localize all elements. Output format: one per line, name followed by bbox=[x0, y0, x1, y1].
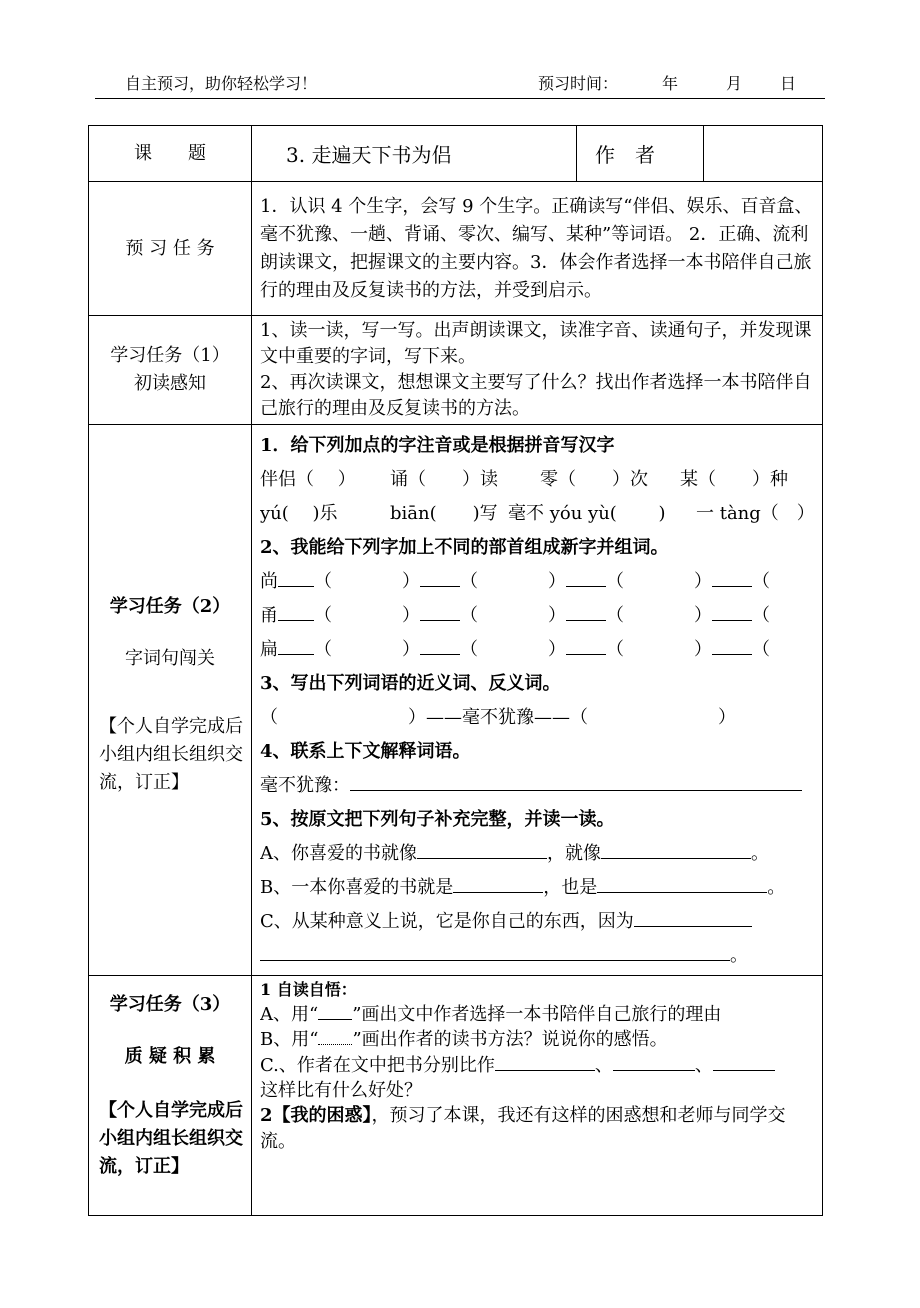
q2-blank[interactable] bbox=[712, 636, 752, 655]
q3-right-paren: ） bbox=[718, 707, 736, 728]
t3-c-sep: 、 bbox=[594, 1055, 613, 1076]
task2-subtitle: 字词句闯关 bbox=[125, 648, 215, 669]
t3-confusion bbox=[260, 1103, 816, 1155]
q4-blank[interactable] bbox=[350, 772, 802, 791]
q3-title: 3、写出下列词语的近义词、反义词。 bbox=[260, 673, 561, 694]
q2-blank[interactable] bbox=[712, 568, 752, 587]
q4-label: 毫不犹豫： bbox=[260, 775, 350, 796]
task2-label bbox=[89, 425, 252, 976]
task1-text1: 1、读一读，写一写。出声朗读课文，读准字音、读通句子，并发现课文中重要的字词，写下来。 bbox=[260, 320, 812, 367]
day-label: 日 bbox=[780, 74, 797, 93]
task1-row bbox=[89, 316, 823, 425]
t3-c2: 这样比有什么好处？ bbox=[260, 1080, 422, 1101]
t3-b-rest: ”画出作者的读书方法？说说你的感悟。 bbox=[352, 1029, 668, 1050]
q5-b-blank2[interactable] bbox=[597, 874, 767, 893]
q2-char: 扁 bbox=[260, 639, 278, 660]
q2-row-bian: 扁 （ ） （ ） （ ） （ bbox=[260, 633, 816, 667]
t3-b bbox=[260, 1027, 816, 1052]
t3-a-text: A、用“ bbox=[260, 1004, 319, 1025]
task2-row bbox=[89, 425, 823, 976]
task1-subtitle: 初读感知 bbox=[134, 373, 206, 394]
t3-a bbox=[260, 1002, 816, 1027]
task3-row bbox=[89, 976, 823, 1216]
t3-confusion-text: ，预习了本课，我还有这样的困惑想和老师与同学交流。 bbox=[260, 1105, 786, 1152]
year-label: 年 bbox=[662, 74, 679, 93]
t3-c-blank1[interactable] bbox=[495, 1052, 595, 1071]
q5-b-text2: ，也是 bbox=[543, 877, 598, 898]
task2-note: 【个人自学完成后小组内组长组织交流，订正】 bbox=[99, 716, 243, 793]
q1-item-songdu[interactable]: 诵（ ）读 bbox=[390, 469, 498, 490]
q2-blank[interactable] bbox=[712, 602, 752, 621]
t3-c-blank2[interactable] bbox=[613, 1052, 695, 1071]
q1-row2 bbox=[260, 497, 816, 531]
title-row bbox=[89, 126, 823, 182]
q5-b-blank1[interactable] bbox=[453, 874, 543, 893]
task1-text2: 2、再次读课文，想想课文主要写了什么？找出作者选择一本书陪伴自己旅行的理由及反复读书的方法。 bbox=[260, 372, 812, 419]
q3-left-paren: （ bbox=[260, 707, 278, 728]
task3-content bbox=[252, 976, 823, 1216]
task3-title: 学习任务（3） bbox=[109, 993, 231, 1015]
author-label: 作 者 bbox=[577, 126, 704, 182]
task2-content bbox=[252, 425, 823, 976]
preview-sheet-table bbox=[88, 125, 823, 1216]
q5-c bbox=[260, 905, 816, 939]
t3-c-sep: 、 bbox=[694, 1055, 713, 1076]
t3-c-blank3[interactable] bbox=[713, 1052, 775, 1071]
header-rule bbox=[95, 98, 825, 99]
t3-c bbox=[260, 1052, 816, 1078]
t3-b-text: B、用“ bbox=[260, 1029, 319, 1050]
preview-task-text: 1．认识 4 个生字，会写 9 个生字。正确读写“伴侣、娱乐、百音盒、毫不犹豫、一趟、背诵、零次、编写、某种”等词语。 2．正确、流利朗读课文，把握课文的主要内容。3．体会作者选择一本书陪伴自己旅行的理由及反复读书的方法，并受到启示。 bbox=[252, 182, 823, 316]
preview-time-label: 预习时间： bbox=[538, 74, 619, 93]
task3-note: 【个人自学完成后小组内组长组织交流，订正】 bbox=[99, 1099, 243, 1177]
q2-row-yong: 甬 （ ） （ ） （ ） （ bbox=[260, 599, 816, 633]
q3-middle: ）——毫不犹豫——（ bbox=[408, 707, 588, 728]
task1-content bbox=[252, 316, 823, 425]
q5-a-end: 。 bbox=[751, 843, 769, 864]
q1-item-youyu[interactable]: 毫不 yóu yù( ) bbox=[508, 503, 666, 524]
q1-item-mouzhong[interactable]: 某（ ）种 bbox=[680, 469, 788, 490]
month-label: 月 bbox=[726, 74, 743, 93]
t3-b-wavy-line-sample bbox=[318, 1030, 352, 1045]
q1-item-bianxie[interactable]: biān( )写 bbox=[390, 503, 498, 524]
task3-label bbox=[89, 976, 252, 1216]
q2-blank[interactable] bbox=[278, 602, 314, 621]
q5-c-blank1[interactable] bbox=[634, 908, 752, 927]
task3-subtitle: 质 疑 积 累 bbox=[124, 1045, 216, 1067]
q4-row bbox=[260, 769, 816, 803]
author-value[interactable] bbox=[704, 126, 823, 182]
q2-blank[interactable] bbox=[566, 568, 606, 587]
header-slogan: 自主预习，助你轻松学习！ bbox=[125, 74, 318, 93]
title-label: 课 题 bbox=[89, 126, 252, 182]
t3-a-rest: ”画出文中作者选择一本书陪伴自己旅行的理由 bbox=[352, 1004, 722, 1025]
q2-row-shang: 尚 （ ） （ ） （ ） （ bbox=[260, 565, 816, 599]
q5-c-end: 。 bbox=[730, 945, 748, 966]
t3-c-text: C.、作者在文中把书分别比作 bbox=[260, 1055, 495, 1076]
q5-b-text: B、一本你喜爱的书就是 bbox=[260, 877, 454, 898]
q5-a-blank2[interactable] bbox=[601, 840, 751, 859]
q5-c-cont bbox=[260, 939, 816, 973]
q5-a-text: A、你喜爱的书就像 bbox=[260, 843, 417, 864]
q2-char: 尚 bbox=[260, 571, 278, 592]
q1-item-lingci[interactable]: 零（ ）次 bbox=[540, 469, 648, 490]
q5-b bbox=[260, 871, 816, 905]
q2-blank[interactable] bbox=[566, 636, 606, 655]
q2-char: 甬 bbox=[260, 605, 278, 626]
task1-title: 学习任务（1） bbox=[110, 345, 230, 366]
q2-blank[interactable] bbox=[566, 602, 606, 621]
preview-task-row bbox=[89, 182, 823, 316]
t3-heading2-num: 2 bbox=[260, 1105, 273, 1126]
q3-row bbox=[260, 701, 816, 735]
q5-b-end: 。 bbox=[767, 877, 786, 898]
q2-blank[interactable] bbox=[278, 568, 314, 587]
q5-c-text: C、从某种意义上说，它是你自己的东西，因为 bbox=[260, 911, 634, 932]
q5-c-blank2[interactable] bbox=[260, 942, 730, 961]
q1-item-yitang[interactable]: 一 tàng（ ） bbox=[696, 503, 815, 524]
t3-heading2: 【我的困惑】 bbox=[272, 1105, 372, 1126]
q1-row1 bbox=[260, 463, 816, 497]
q1-item-banlv[interactable]: 伴侣（ ） bbox=[260, 469, 356, 490]
q2-blank[interactable] bbox=[278, 636, 314, 655]
q5-title: 5、按原文把下列句子补充完整，并读一读。 bbox=[260, 809, 615, 830]
q1-title: 1．给下列加点的字注音或是根据拼音写汉字 bbox=[260, 435, 615, 456]
q5-a bbox=[260, 837, 816, 871]
q4-title: 4、联系上下文解释词语。 bbox=[260, 741, 471, 762]
q2-blank[interactable] bbox=[420, 602, 460, 621]
t3-heading1: 1 自读自悟： bbox=[260, 980, 357, 999]
q2-title: 2、我能给下列字加上不同的部首组成新字并组词。 bbox=[260, 537, 669, 558]
t3-a-line-sample bbox=[318, 1005, 352, 1020]
q1-item-yule[interactable]: yú( )乐 bbox=[260, 503, 338, 524]
q2-blank[interactable] bbox=[420, 636, 460, 655]
preview-task-label: 预 习 任 务 bbox=[89, 182, 252, 316]
task1-label bbox=[89, 316, 252, 425]
q5-a-blank1[interactable] bbox=[417, 840, 547, 859]
lesson-title: 3. 走遍天下书为侣 bbox=[252, 126, 577, 182]
q5-a-text2: ，就像 bbox=[547, 843, 601, 864]
q2-blank[interactable] bbox=[420, 568, 460, 587]
task2-title: 学习任务（2） bbox=[109, 596, 231, 617]
